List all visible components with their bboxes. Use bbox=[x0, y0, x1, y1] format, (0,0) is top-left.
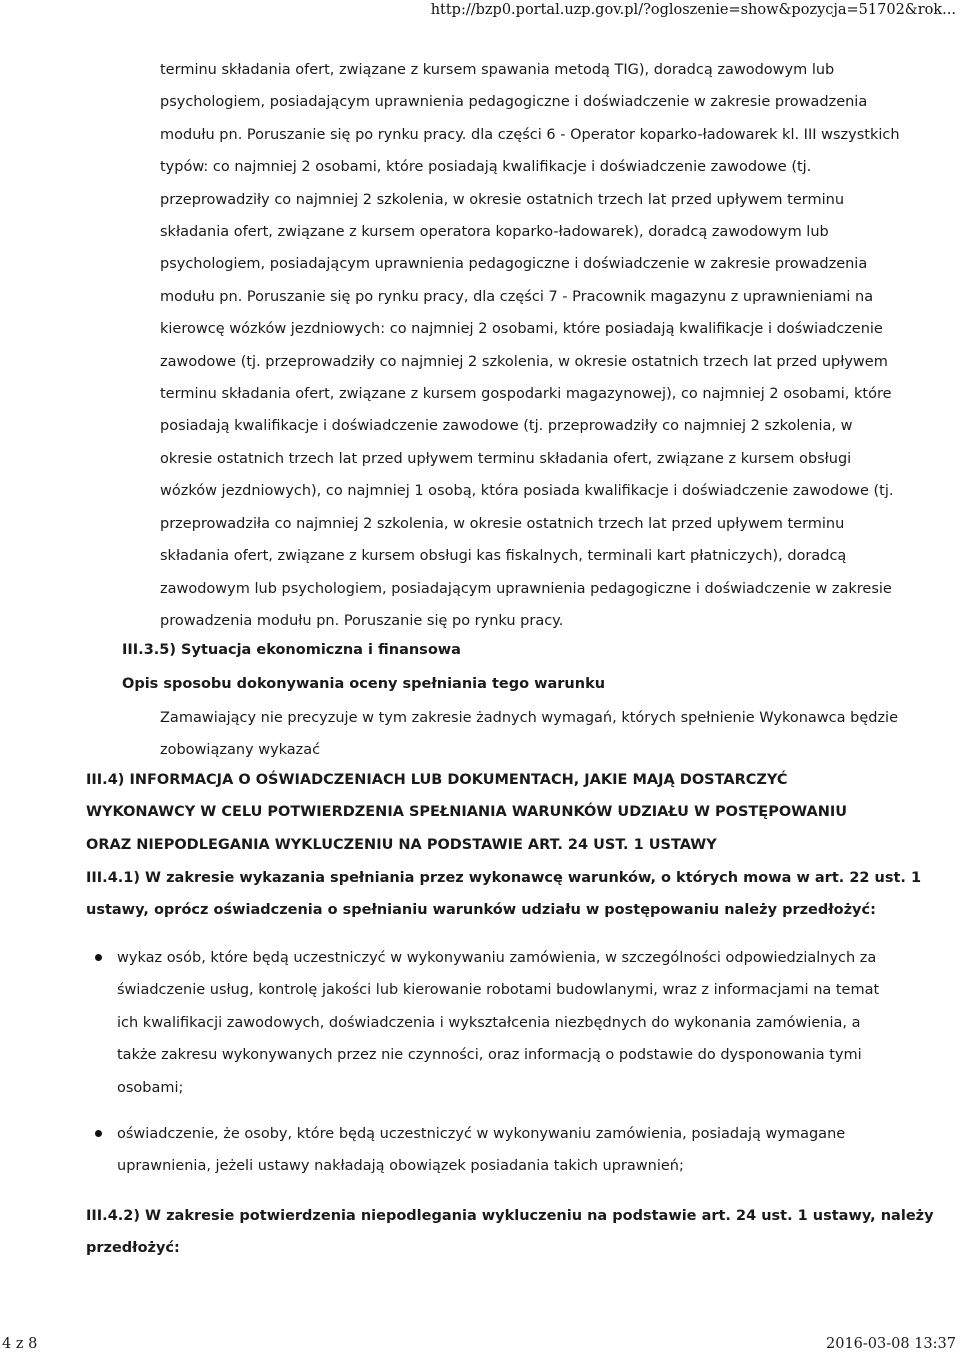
text-line: typów: co najmniej 2 osobami, które posiadają kwalifikacje i doświadczenie zawodowe (tj. bbox=[160, 159, 812, 176]
text-line: okresie ostatnich trzech lat przed upływem terminu składania ofert, związane z kursem obsługi bbox=[160, 450, 852, 467]
text-line: oświadczenie, że osoby, które będą uczestniczyć w wykonywaniu zamówienia, posiadają wymagane bbox=[117, 1126, 846, 1143]
page-number: 4 z 8 bbox=[2, 1336, 38, 1352]
list-item bbox=[86, 1118, 870, 1183]
text-line: kierowcę wózków jezdniowych: co najmniej 2 osobami, które posiadają kwalifikacje i doświadczenie bbox=[160, 321, 883, 338]
intro-paragraph bbox=[160, 54, 900, 637]
list-item bbox=[86, 942, 880, 1104]
section-heading-iii-4-2 bbox=[86, 1200, 934, 1265]
section-heading-iii-4 bbox=[86, 764, 847, 861]
heading-line: ustawy, oprócz oświadczenia o spełnianiu warunków udziału w postępowaniu należy przedłożyć: bbox=[86, 902, 876, 919]
text-line: zobowiązany wykazać bbox=[160, 742, 321, 759]
text-line: Zamawiający nie precyzuje w tym zakresie żadnych wymagań, których spełnienie Wykonawca będzie bbox=[160, 710, 898, 726]
text-line: zawodowe (tj. przeprowadziły co najmniej 2 szkolenia, w okresie ostatnich trzech lat przed upływem bbox=[160, 353, 888, 370]
section-subheading: Opis sposobu dokonywania oceny spełniania tego warunku bbox=[122, 676, 606, 692]
heading-line: III.4) INFORMACJA O OŚWIADCZENIACH LUB DOKUMENTACH, JAKIE MAJĄ DOSTARCZYĆ bbox=[86, 772, 788, 788]
text-line: wykaz osób, które będą uczestniczyć w wykonywaniu zamówienia, w szczególności odpowiedzialnych za bbox=[117, 950, 877, 966]
section-body bbox=[160, 702, 898, 767]
text-line: zawodowym lub psychologiem, posiadającym uprawnienia pedagogiczne i doświadczenie w zakresie bbox=[160, 580, 892, 597]
bullet-icon bbox=[95, 1130, 102, 1137]
text-line: modułu pn. Poruszanie się po rynku pracy, dla części 7 - Pracownik magazynu z uprawnieniami na bbox=[160, 288, 874, 305]
text-line: składania ofert, związane z kursem obsługi kas fiskalnych, terminali kart płatniczych), doradcą bbox=[160, 548, 847, 565]
text-line: psychologiem, posiadającym uprawnienia pedagogiczne i doświadczenie w zakresie prowadzenia bbox=[160, 256, 868, 273]
heading-line: przedłożyć: bbox=[86, 1240, 180, 1257]
text-line: uprawnienia, jeżeli ustawy nakładają obowiązek posiadania takich uprawnień; bbox=[117, 1158, 684, 1175]
text-line: przeprowadziły co najmniej 2 szkolenia, w okresie ostatnich trzech lat przed upływem terminu bbox=[160, 191, 845, 208]
text-line: prowadzenia modułu pn. Poruszanie się po rynku pracy. bbox=[160, 612, 564, 629]
text-line: świadczenie usług, kontrolę jakości lub kierowanie robotami budowlanymi, wraz z informacjami na temat bbox=[117, 982, 880, 999]
text-line: modułu pn. Poruszanie się po rynku pracy. dla części 6 - Operator koparko-ładowarek kl. III wszystkich bbox=[160, 126, 900, 143]
heading-line: WYKONAWCY W CELU POTWIERDZENIA SPEŁNIANIA WARUNKÓW UDZIAŁU W POSTĘPOWANIU bbox=[86, 804, 848, 821]
print-timestamp: 2016-03-08 13:37 bbox=[826, 1336, 956, 1352]
text-line: terminu składania ofert, związane z kursem gospodarki magazynowej), co najmniej 2 osobami, które bbox=[160, 386, 892, 403]
text-line: ich kwalifikacji zawodowych, doświadczenia i wykształcenia niezbędnych do wykonania zamówienia, a bbox=[117, 1014, 861, 1031]
text-line: osobami; bbox=[117, 1079, 184, 1096]
section-heading-iii-3-5: III.3.5) Sytuacja ekonomiczna i finansowa bbox=[122, 642, 461, 658]
text-line: wózków jezdniowych), co najmniej 1 osobą, która posiada kwalifikacje i doświadczenie zawodowe (tj. bbox=[160, 483, 894, 500]
text-line: składania ofert, związane z kursem operatora koparko-ładowarek), doradcą zawodowym lub bbox=[160, 224, 829, 241]
bullet-icon bbox=[95, 954, 102, 961]
text-line: także zakresu wykonywanych przez nie czynności, oraz informacją o podstawie do dysponowania tymi bbox=[117, 1047, 862, 1064]
heading-line: III.4.2) W zakresie potwierdzenia niepodlegania wykluczeniu na podstawie art. 24 ust. 1 ustawy, należy bbox=[86, 1208, 934, 1224]
requirements-list bbox=[86, 942, 880, 1183]
text-line: psychologiem, posiadającym uprawnienia pedagogiczne i doświadczenie w zakresie prowadzenia bbox=[160, 94, 868, 111]
page-url: http://bzp0.portal.uzp.gov.pl/?ogloszenie=show&pozycja=51702&rok... bbox=[430, 2, 956, 18]
section-heading-iii-4-1 bbox=[86, 862, 921, 927]
heading-line: ORAZ NIEPODLEGANIA WYKLUCZENIU NA PODSTAWIE ART. 24 UST. 1 USTAWY bbox=[86, 836, 717, 853]
text-line: posiadają kwalifikacje i doświadczenie zawodowe (tj. przeprowadziły co najmniej 2 szkolenia, w bbox=[160, 418, 853, 435]
text-line: przeprowadziła co najmniej 2 szkolenia, w okresie ostatnich trzech lat przed upływem terminu bbox=[160, 515, 845, 532]
text-line: terminu składania ofert, związane z kursem spawania metodą TIG), doradcą zawodowym lub bbox=[160, 62, 835, 78]
heading-line: III.4.1) W zakresie wykazania spełniania przez wykonawcę warunków, o których mowa w art. 22 ust. 1 bbox=[86, 870, 922, 886]
